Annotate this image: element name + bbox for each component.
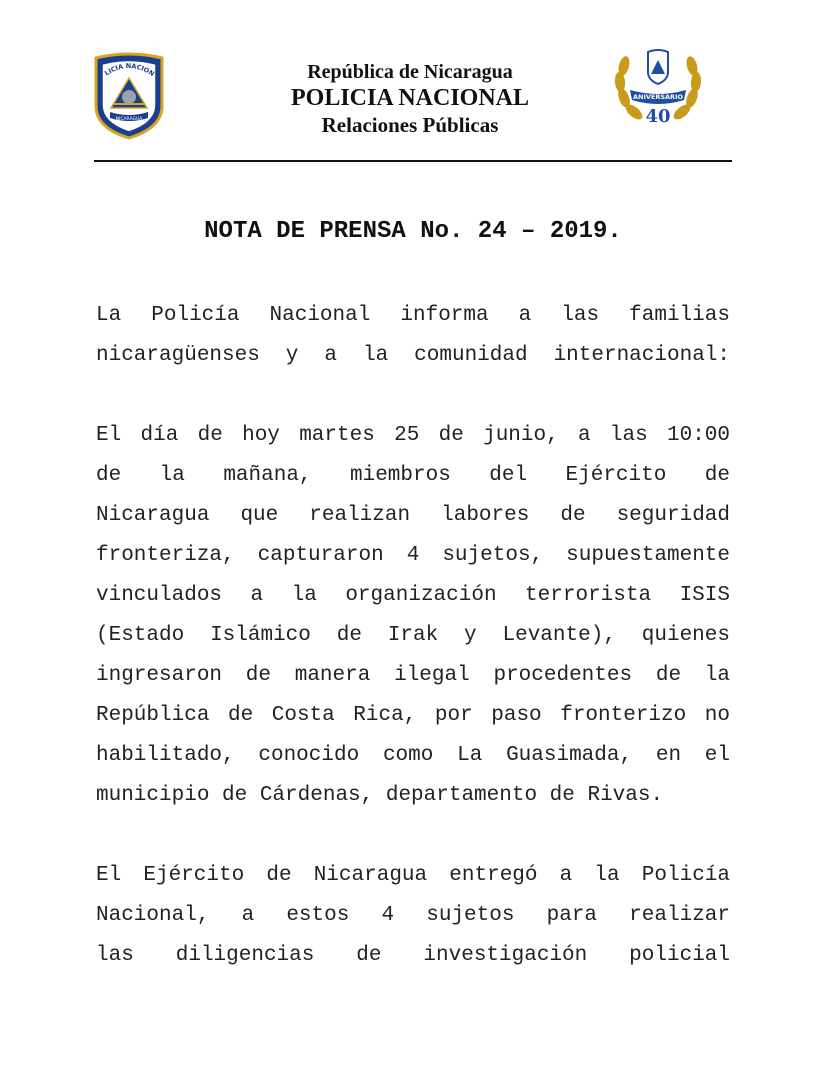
paragraph-line: habilitado, conocido como La Guasimada, en el bbox=[96, 744, 730, 767]
paragraph-line: Nacional, a estos 4 sujetos para realizar bbox=[96, 904, 730, 927]
laurel-icon bbox=[610, 46, 706, 134]
header-country: República de Nicaragua bbox=[307, 61, 513, 83]
paragraph-line: fronteriza, capturaron 4 sujetos, supuestamente bbox=[96, 544, 730, 567]
paragraph-line: municipio de Cárdenas, departamento de Rivas. bbox=[96, 784, 664, 807]
shield-icon bbox=[92, 52, 166, 140]
header-institution: POLICIA NACIONAL bbox=[290, 85, 530, 111]
paragraph-line: ingresaron de manera ilegal procedentes de la bbox=[96, 664, 730, 687]
header-block bbox=[240, 60, 580, 139]
paragraph-line: El Ejército de Nicaragua entregó a la Policía bbox=[96, 864, 730, 887]
press-release-title: NOTA DE PRENSA No. 24 – 2019. bbox=[204, 218, 622, 245]
header-divider bbox=[94, 160, 732, 162]
anniversary-ribbon-text: ANIVERSARIO bbox=[632, 93, 684, 101]
paragraph-line: las diligencias de investigación policial bbox=[96, 944, 730, 967]
policia-nacional-shield-logo bbox=[92, 52, 166, 140]
paragraph-line: nicaragüenses y a la comunidad internacional: bbox=[96, 344, 730, 367]
paragraph-line: Nicaragua que realizan labores de seguridad bbox=[96, 504, 730, 527]
paragraph-line: vinculados a la organización terrorista ISIS bbox=[96, 584, 730, 607]
paragraph-line: El día de hoy martes 25 de junio, a las 10:00 bbox=[96, 424, 730, 447]
header-department: Relaciones Públicas bbox=[321, 113, 499, 137]
anniversary-40-logo bbox=[610, 46, 706, 134]
paragraph-line: (Estado Islámico de Irak y Levante), quienes bbox=[96, 624, 730, 647]
paragraph-1 bbox=[96, 296, 730, 376]
paragraph-line: La Policía Nacional informa a las familias bbox=[96, 304, 730, 327]
paragraph-2 bbox=[96, 416, 730, 816]
shield-logo-top-text: LICIA NACION bbox=[103, 61, 156, 79]
shield-logo-bottom-text: NICARAGUA bbox=[115, 117, 143, 122]
paragraph-line: de la mañana, miembros del Ejército de bbox=[96, 464, 730, 487]
anniversary-number: 40 bbox=[645, 106, 671, 127]
paragraph-3 bbox=[96, 856, 730, 976]
paragraph-line: República de Costa Rica, por paso fronterizo no bbox=[96, 704, 730, 727]
